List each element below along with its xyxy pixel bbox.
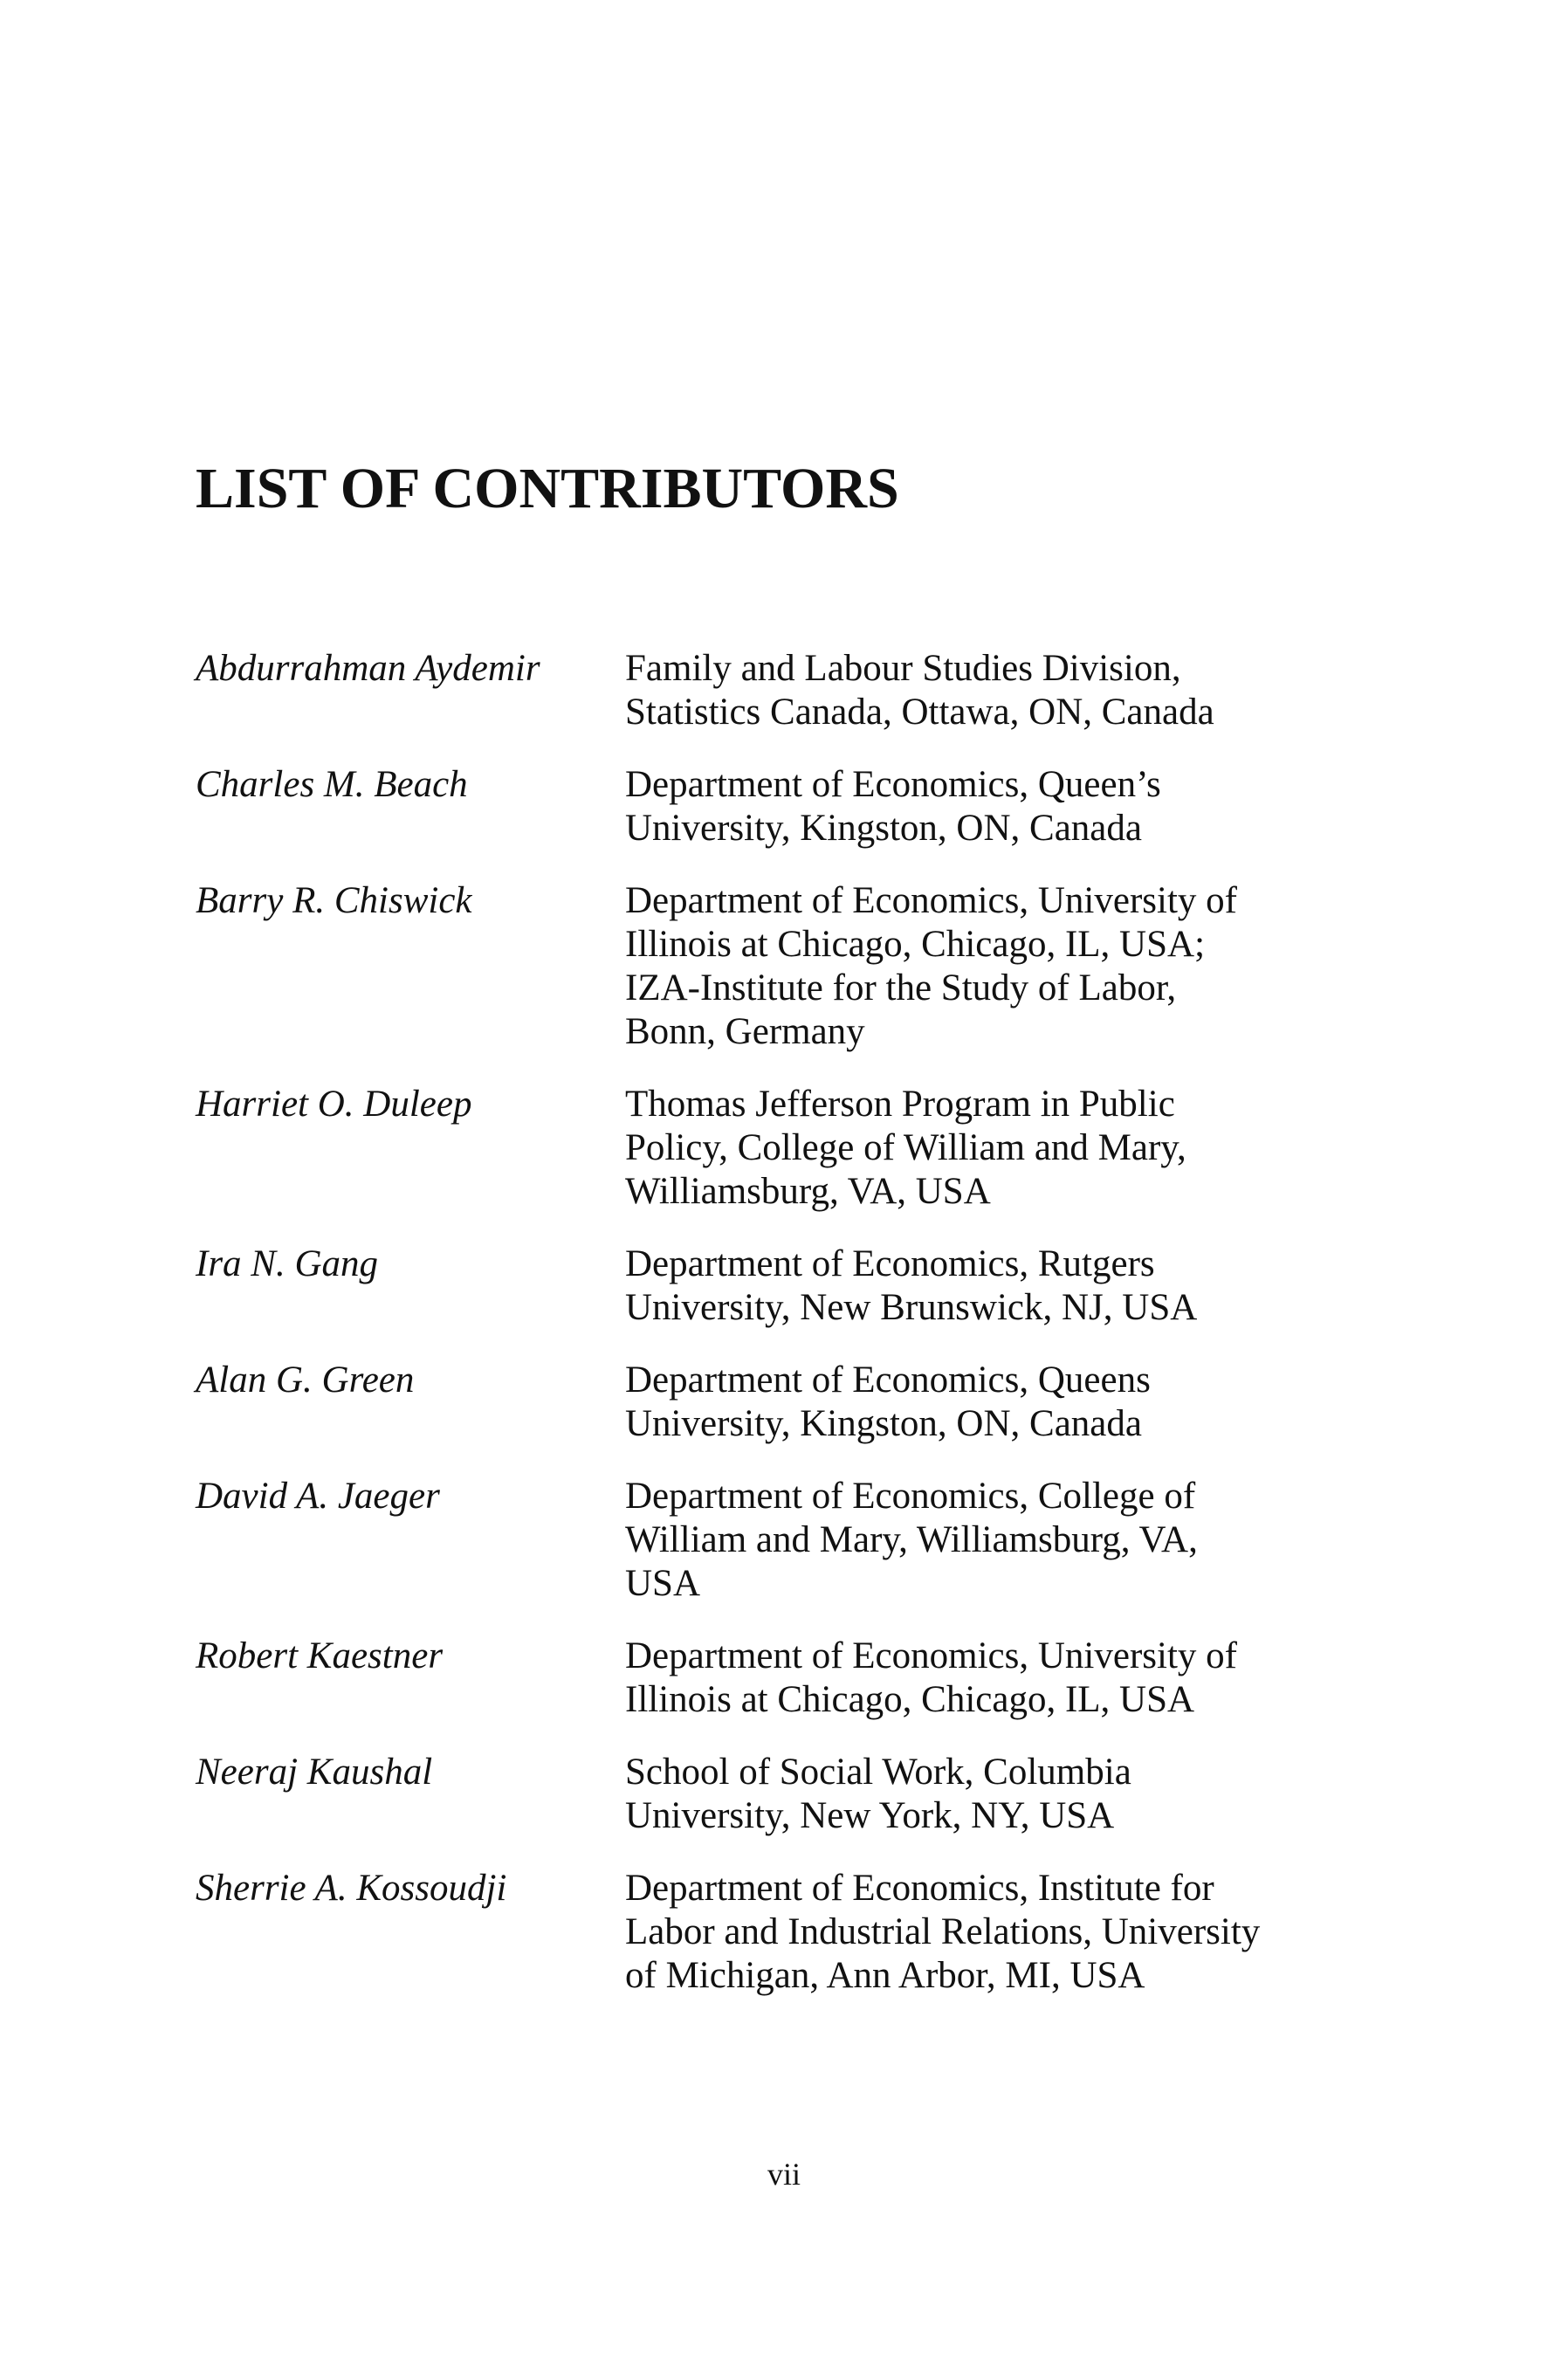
affiliation-line: University, Kingston, ON, Canada	[625, 808, 1142, 849]
affiliation-line: Department of Economics, Institute for	[625, 1868, 1214, 1909]
contributor-affiliation	[625, 1242, 1393, 1330]
affiliation-line: Illinois at Chicago, Chicago, IL, USA;	[625, 924, 1206, 965]
contributor-affiliation	[625, 1359, 1393, 1446]
contributor-affiliation	[625, 1751, 1393, 1838]
contributor-affiliation	[625, 1635, 1393, 1722]
affiliation-line: University, Kingston, ON, Canada	[625, 1403, 1142, 1444]
affiliation-line: Department of Economics, Queen’s	[625, 764, 1161, 805]
affiliation-line: IZA-Institute for the Study of Labor,	[625, 967, 1177, 1008]
affiliation-line: Department of Economics, University of	[625, 1635, 1237, 1676]
affiliation-line: Family and Labour Studies Division,	[625, 648, 1181, 689]
affiliation-line: Policy, College of William and Mary,	[625, 1127, 1186, 1168]
affiliation-line: Williamsburg, VA, USA	[625, 1171, 991, 1212]
contributor-name: Ira N. Gang	[196, 1243, 379, 1284]
contributor-entry	[196, 1475, 1400, 1606]
affiliation-line: Department of Economics, Rutgers	[625, 1243, 1155, 1284]
contributor-affiliation	[625, 647, 1393, 734]
contributor-name: Abdurrahman Aydemir	[196, 648, 540, 689]
contributor-name: Alan G. Green	[196, 1359, 415, 1401]
affiliation-line: Department of Economics, University of	[625, 880, 1237, 921]
affiliation-line: Thomas Jefferson Program in Public	[625, 1084, 1175, 1125]
affiliation-line: William and Mary, Williamsburg, VA,	[625, 1519, 1198, 1560]
affiliation-line: Labor and Industrial Relations, University	[625, 1911, 1261, 1952]
contributor-affiliation	[625, 763, 1393, 850]
contributor-name: Harriet O. Duleep	[196, 1084, 472, 1125]
contributor-affiliation	[625, 1475, 1393, 1606]
contributor-entry	[196, 1083, 1400, 1214]
contributor-name: Neeraj Kaushal	[196, 1752, 433, 1793]
affiliation-line: Statistics Canada, Ottawa, ON, Canada	[625, 692, 1214, 733]
affiliation-line: Department of Economics, College of	[625, 1476, 1196, 1517]
contributor-name: Barry R. Chiswick	[196, 880, 472, 921]
page-title: LIST OF CONTRIBUTORS	[196, 457, 899, 520]
contributor-name: Robert Kaestner	[196, 1635, 444, 1676]
contributor-affiliation	[625, 1867, 1393, 1998]
contributor-entry	[196, 763, 1400, 850]
affiliation-line: Illinois at Chicago, Chicago, IL, USA	[625, 1679, 1195, 1720]
affiliation-line: School of Social Work, Columbia	[625, 1752, 1131, 1793]
contributor-entry	[196, 1751, 1400, 1838]
contributor-entry	[196, 647, 1400, 734]
page-number: vii	[767, 2157, 801, 2192]
contributors-list	[196, 647, 1400, 1998]
affiliation-line: USA	[625, 1563, 701, 1604]
affiliation-line: University, New York, NY, USA	[625, 1795, 1115, 1836]
contributor-affiliation	[625, 1083, 1393, 1214]
contributor-entry	[196, 1359, 1400, 1446]
contributor-affiliation	[625, 879, 1393, 1054]
affiliation-line: Department of Economics, Queens	[625, 1359, 1151, 1401]
contributor-name: David A. Jaeger	[196, 1476, 440, 1517]
contributor-name: Sherrie A. Kossoudji	[196, 1868, 507, 1909]
contributor-name: Charles M. Beach	[196, 764, 468, 805]
contributor-entry	[196, 1635, 1400, 1722]
contributor-entry	[196, 1867, 1400, 1998]
contributor-entry	[196, 1242, 1400, 1330]
affiliation-line: Bonn, Germany	[625, 1011, 865, 1052]
affiliation-line: University, New Brunswick, NJ, USA	[625, 1287, 1198, 1328]
contributor-entry	[196, 879, 1400, 1054]
affiliation-line: of Michigan, Ann Arbor, MI, USA	[625, 1955, 1145, 1996]
